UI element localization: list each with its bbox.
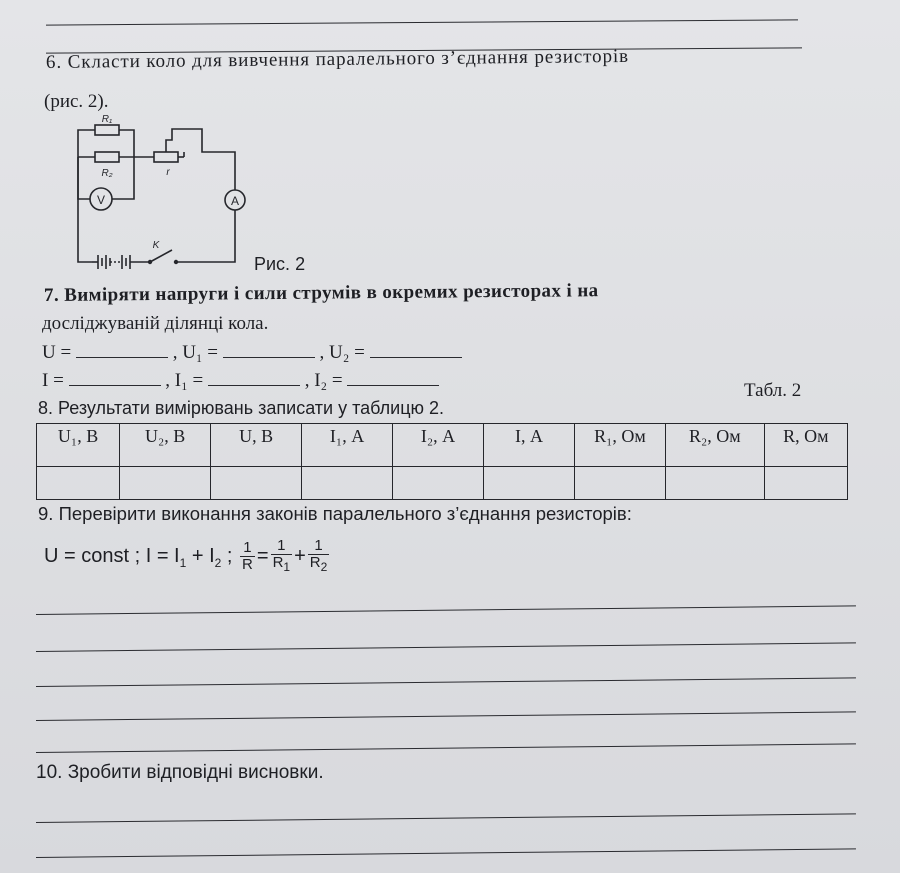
- cell-i1[interactable]: [302, 467, 393, 500]
- frac-den-r: R: [242, 556, 253, 573]
- header-i1: I₁, А: [302, 424, 393, 467]
- u-blank[interactable]: [76, 343, 168, 358]
- header-r: R, Ом: [764, 424, 847, 467]
- i1-blank[interactable]: [208, 371, 300, 386]
- top-rule-1: [46, 19, 798, 25]
- figure-caption: Рис. 2: [254, 254, 306, 274]
- u1-blank[interactable]: [223, 343, 315, 358]
- answer-line-4: [36, 711, 856, 721]
- frac-den-r2-sub: 2: [320, 560, 328, 574]
- header-u1: U₁, В: [37, 424, 120, 467]
- key-label: K: [152, 240, 160, 251]
- r-label: r: [166, 167, 170, 178]
- i2-blank[interactable]: [347, 371, 439, 386]
- u2-label: , U₂ =: [319, 342, 365, 363]
- formula-sub1: 1: [179, 555, 187, 570]
- cell-i[interactable]: [484, 467, 575, 500]
- voltage-row: [42, 342, 462, 364]
- table-label: Табл. 2: [744, 380, 802, 401]
- results-table: [36, 423, 848, 500]
- r1-label: R₁: [101, 114, 113, 125]
- answer-line-7: [36, 848, 856, 858]
- item10-text: 10. Зробити відповідні висновки.: [36, 762, 324, 783]
- cell-i2[interactable]: [393, 467, 484, 500]
- i2-label: , I₂ =: [304, 370, 343, 391]
- item9-formula: [44, 538, 331, 575]
- formula-plus: + I: [186, 544, 215, 567]
- frac-den-r1: [271, 555, 293, 575]
- formula-part1: U = const ; I = I: [44, 544, 180, 567]
- header-u2: U₂, В: [120, 424, 211, 467]
- frac-den-r2-letter: R: [309, 554, 321, 571]
- cell-r2[interactable]: [665, 467, 764, 500]
- cell-r[interactable]: [764, 467, 847, 500]
- header-r1: R₁, Ом: [574, 424, 665, 467]
- table-value-row: [37, 467, 848, 500]
- item9-text: 9. Перевірити виконання законів паралельного з’єднання резисторів:: [38, 503, 632, 524]
- formula-sep: ;: [221, 544, 233, 567]
- frac-den-r1-letter: R: [272, 554, 284, 571]
- current-row: [42, 370, 439, 392]
- frac-1-r1: [271, 538, 293, 575]
- header-i2: I₂, А: [393, 424, 484, 467]
- frac-den-r2: [308, 555, 330, 575]
- frac-1-r: [240, 540, 255, 573]
- u-label: U =: [42, 342, 72, 363]
- answer-line-5: [36, 743, 856, 753]
- i-blank[interactable]: [69, 371, 161, 386]
- formula-sub2: 2: [214, 555, 222, 570]
- frac-num-b: 1: [271, 538, 293, 555]
- answer-line-2: [36, 642, 856, 652]
- header-i: I, А: [484, 424, 575, 467]
- table-header-row: [37, 424, 848, 467]
- item6-line1: 6. Скласти коло для вивчення паралельного з’єднання резисторів: [45, 45, 630, 73]
- frac-1-r2: [308, 538, 330, 575]
- answer-line-6: [36, 813, 856, 823]
- r2-label: R₂: [101, 168, 113, 179]
- frac-num-a: 1: [240, 540, 255, 557]
- i1-label: , I₁ =: [165, 370, 204, 391]
- item6-line2: (рис. 2).: [44, 91, 109, 112]
- circuit-diagram: [50, 112, 320, 272]
- cell-u[interactable]: [211, 467, 302, 500]
- frac-num-c: 1: [308, 538, 330, 555]
- cell-u2[interactable]: [120, 467, 211, 500]
- i-label: I =: [42, 370, 64, 391]
- cell-r1[interactable]: [574, 467, 665, 500]
- formula-plus2: +: [294, 544, 306, 567]
- u2-blank[interactable]: [370, 343, 462, 358]
- item7-line2: досліджуваній ділянці кола.: [42, 313, 269, 334]
- item8-text: 8. Результати вимірювань записати у таблицю 2.: [38, 398, 445, 418]
- answer-line-3: [36, 677, 856, 687]
- item7-line1: 7. Виміряти напруги і сили струмів в окремих резисторах і на: [43, 280, 599, 306]
- formula-eq: =: [256, 544, 269, 567]
- header-u: U, В: [211, 424, 302, 467]
- u1-label: , U₁ =: [172, 342, 218, 363]
- voltmeter-label: V: [96, 193, 106, 207]
- header-r2: R₂, Ом: [665, 424, 764, 467]
- answer-line-1: [36, 605, 856, 615]
- frac-den-r1-sub: 1: [283, 560, 291, 574]
- ammeter-label: A: [230, 194, 240, 208]
- cell-u1[interactable]: [37, 467, 120, 500]
